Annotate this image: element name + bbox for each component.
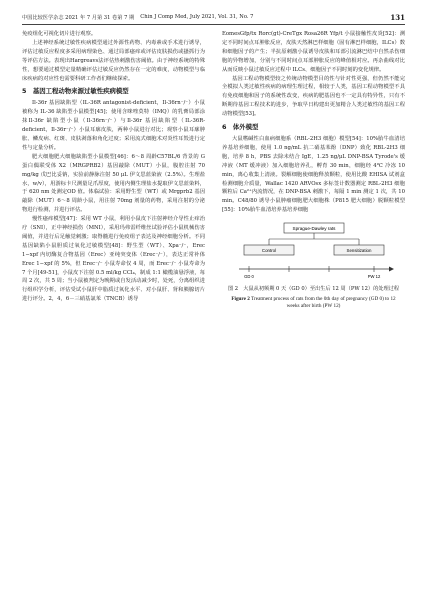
section-title: 5 基因工程动物来源过敏性疾病模型 [22,87,129,96]
right-column [222,30,405,313]
box-top-label: Sprague-Dawley rats [292,226,335,232]
paragraph: 慢性瘙痒模型[47]：采用 WT 小鼠，利用小鼠皮下注射神经介导性止痒治疗（SNI），正中神经损伤（MNI），采用玛弗雷纤维丝试验评估小鼠机械伤害阈值，并进行后足触觉刺激；取脊髓进行免疫组子表达及神经细胞分析。不同基因缺陷小鼠胆质过氧化过敏模型[48]：野生型（WT）、Xpa⁻/⁻，Erec 1−xpf 内切酶复合物基因（Erec）亚纯突变体（Erec⁻/⁻），表达正常补体 Erec 1−xpf 的 5%，但 Erec⁻/⁻ 小鼠寿命仅 4 周，而 Erec⁻/⁻ 小鼠寿命为 7 个月[49-51]，小鼠皮下注射 0.5 ml/kg CCl₄，制成 1:1 橄榄油悬浮液，每周 2 次，共 5 周；当小鼠被判定为晚期或自发活动减少时，处死，分离组织进行组织学分析，评估受试小鼠肝中脂质过氧化水平、对小鼠肝、肾和胰腺切片进行评分。2，4，6－三硝基氯苯（TNCB）诱导 [22,216,205,303]
figure-caption-en [226,296,401,311]
timeline-end-label: PW 12 [367,274,380,280]
paragraph: 上述神经系统过敏性疾病模型通过外源性药物、内毒素或手术进行诱导，评估过敏反应程度多采用病理染色、通过局部瘙痒或评估皮肤损伤或搔抓行为等评估方法。表现出Hargreavs法评估热刺激伤害阈值。由于神经系统的特殊性，想要通过模型定量精确评估过敏反应仍然存在一定的难度，动物模型与临床疾病的对应性也需要科研工作者们继续探索。 [22,39,205,82]
paragraph: 基因工程动物模型较之传统动物模型目的性与针对性更强，但仍然不能完全模拟人类过敏性疾病的病理生理过程，相较于人类，基因工程动物模型不具有免疫细胞和因子的系统性改变，疾病的肥基因也不一定具有特异性，只有不断期待基因工程技术的进步，争取早日构建出更加精合人类过敏性的基因工程动物模型[53]。 [222,75,405,118]
journal-title-en: Chin J Comp Med, July 2021, Vol. 31, No. 7 [140,14,254,20]
paragraph: Il-36r 基因缺陷型（IL-36R antagonist-deficient，Il-36rn⁻/⁻）小鼠被称为 IL-36 缺陷型小鼠模型[45]；使用含咪喹莫特（IMQ）的乳膏局部涂抹Il-36r 缺陷型小鼠（Il-36rn⁻/⁻）与Il-36r 基因缺陷型（IL-36R-deficient，Il-36r⁻/⁻）小鼠耳廓皮肤，两种小鼠进行对比；观察小鼠耳廓肿胀、鳞皮病、红斑、皮肤剥落和角化过度；采用流式细胞术对炎性耳毁进行定性与定量分析。 [22,100,205,151]
left-column [22,30,205,304]
box-right-label: Sensitization [346,248,371,254]
paragraph: 免疫组化可视化切片进行观察。 [22,31,97,37]
paragraph: 大鼠嗜碱性白血病细胞系（RBL-2H3 细胞）模型[54]：10%胎牛血清培养基培养细胞，使用 1.0 ng/mL 抗二硝基苯酚（DNP）致化 RBL-2H3 细胞，培养 8 h，PBS 去除未结合 IgE，1.25 ng/μL DNP-BSA Tyrode's 缓冲液（MT 缓冲液）加入细胞培养孔，孵育 30 min，细胞经 4℃ 冷冻 10 min，离心收集上清液。裂解细胞使细胞释放颗粒，使用比酸 EHISA 试剂盒检测细胞介质量，Wallac 1420 ARVOsx 多标签计数器测定 RBL-2H3 细胞颗粒后 Ca²⁺内流情况，在 DNP-BSA 刺激下，每隔 1 min 测定 1 次，共 10 min。C48/80 诱导小鼠肿瘤细胞肥大细胞株（P815 肥大细胞）脱颗粒模型[55]：10%胎牛血清培养基培养细胞 [222,135,405,214]
timeline-start-label: GD 0 [243,274,254,280]
figure-2-diagram [229,221,399,283]
running-header [22,10,405,25]
paragraph: 肥大细胞肥大细胞缺陷型小鼠模型[46]：6～8 周龄C57BL/6 背景的 G 蛋白偶联受体 X2（MRGPRB2）基因敲除（MUT）小鼠，腹腔注射 70 mg/kg 戊巴比妥钠，实验前静脉注射 50 μL 伊文思蓝染液（2.5%）。生理盐水，w/v），用游标卡尺测量足爪厚度，使用内侧生理盐水提取伊文思蓝染料，于 620 nm 处测定OD 值。体临试验：采用野生型（WT）或 Mrgprb2 基因敲除（MUT）6～8 周龄小鼠，用注射 70mg 剂量的药物，采用注射的分泌物进行检测，并进行评估。 [22,153,205,214]
paragraph: EomesGfp/tx Rorc(gt)-CreTgx Rosa26R Yfp/t 小鼠接触性皮炎[52]：测定不同时间点耳肿胀反应，皮肤天然淋巴样细胞（固有淋巴样细胞，ILCs）数和细胞因子的产生；半抗原刺激小鼠诱导皮肤和耳部引流淋巴结中自然杀伤细胞的异物增加，分别与不同时间点耳部肿胀反应的峰值相对应。再杂曲线对比从而反映小鼠过敏反应过程中 ILCs、细胞因子不同时刻的变化规律。 [222,31,405,73]
journal-title-cn: 中国比较医学杂志 2021 年 7 月第 31 卷第 7 期 [22,14,135,21]
figure-label: Figure 2 [231,295,250,302]
box-left-label: Control [261,248,276,254]
page-number: 131 [390,12,405,22]
figure-caption-cn: 图 2 大鼠从初频期 0 天（GD 0）至出生后 12 周（PW 12）的处理过程 [227,286,400,293]
section-title: 6 体外模型 [222,123,259,132]
figure-caption-text: Treatment process of rats from the 0th day of pregnancy (GD 0) to 12 weeks after birth (PW 12) [251,295,396,310]
figure-2 [222,221,405,311]
